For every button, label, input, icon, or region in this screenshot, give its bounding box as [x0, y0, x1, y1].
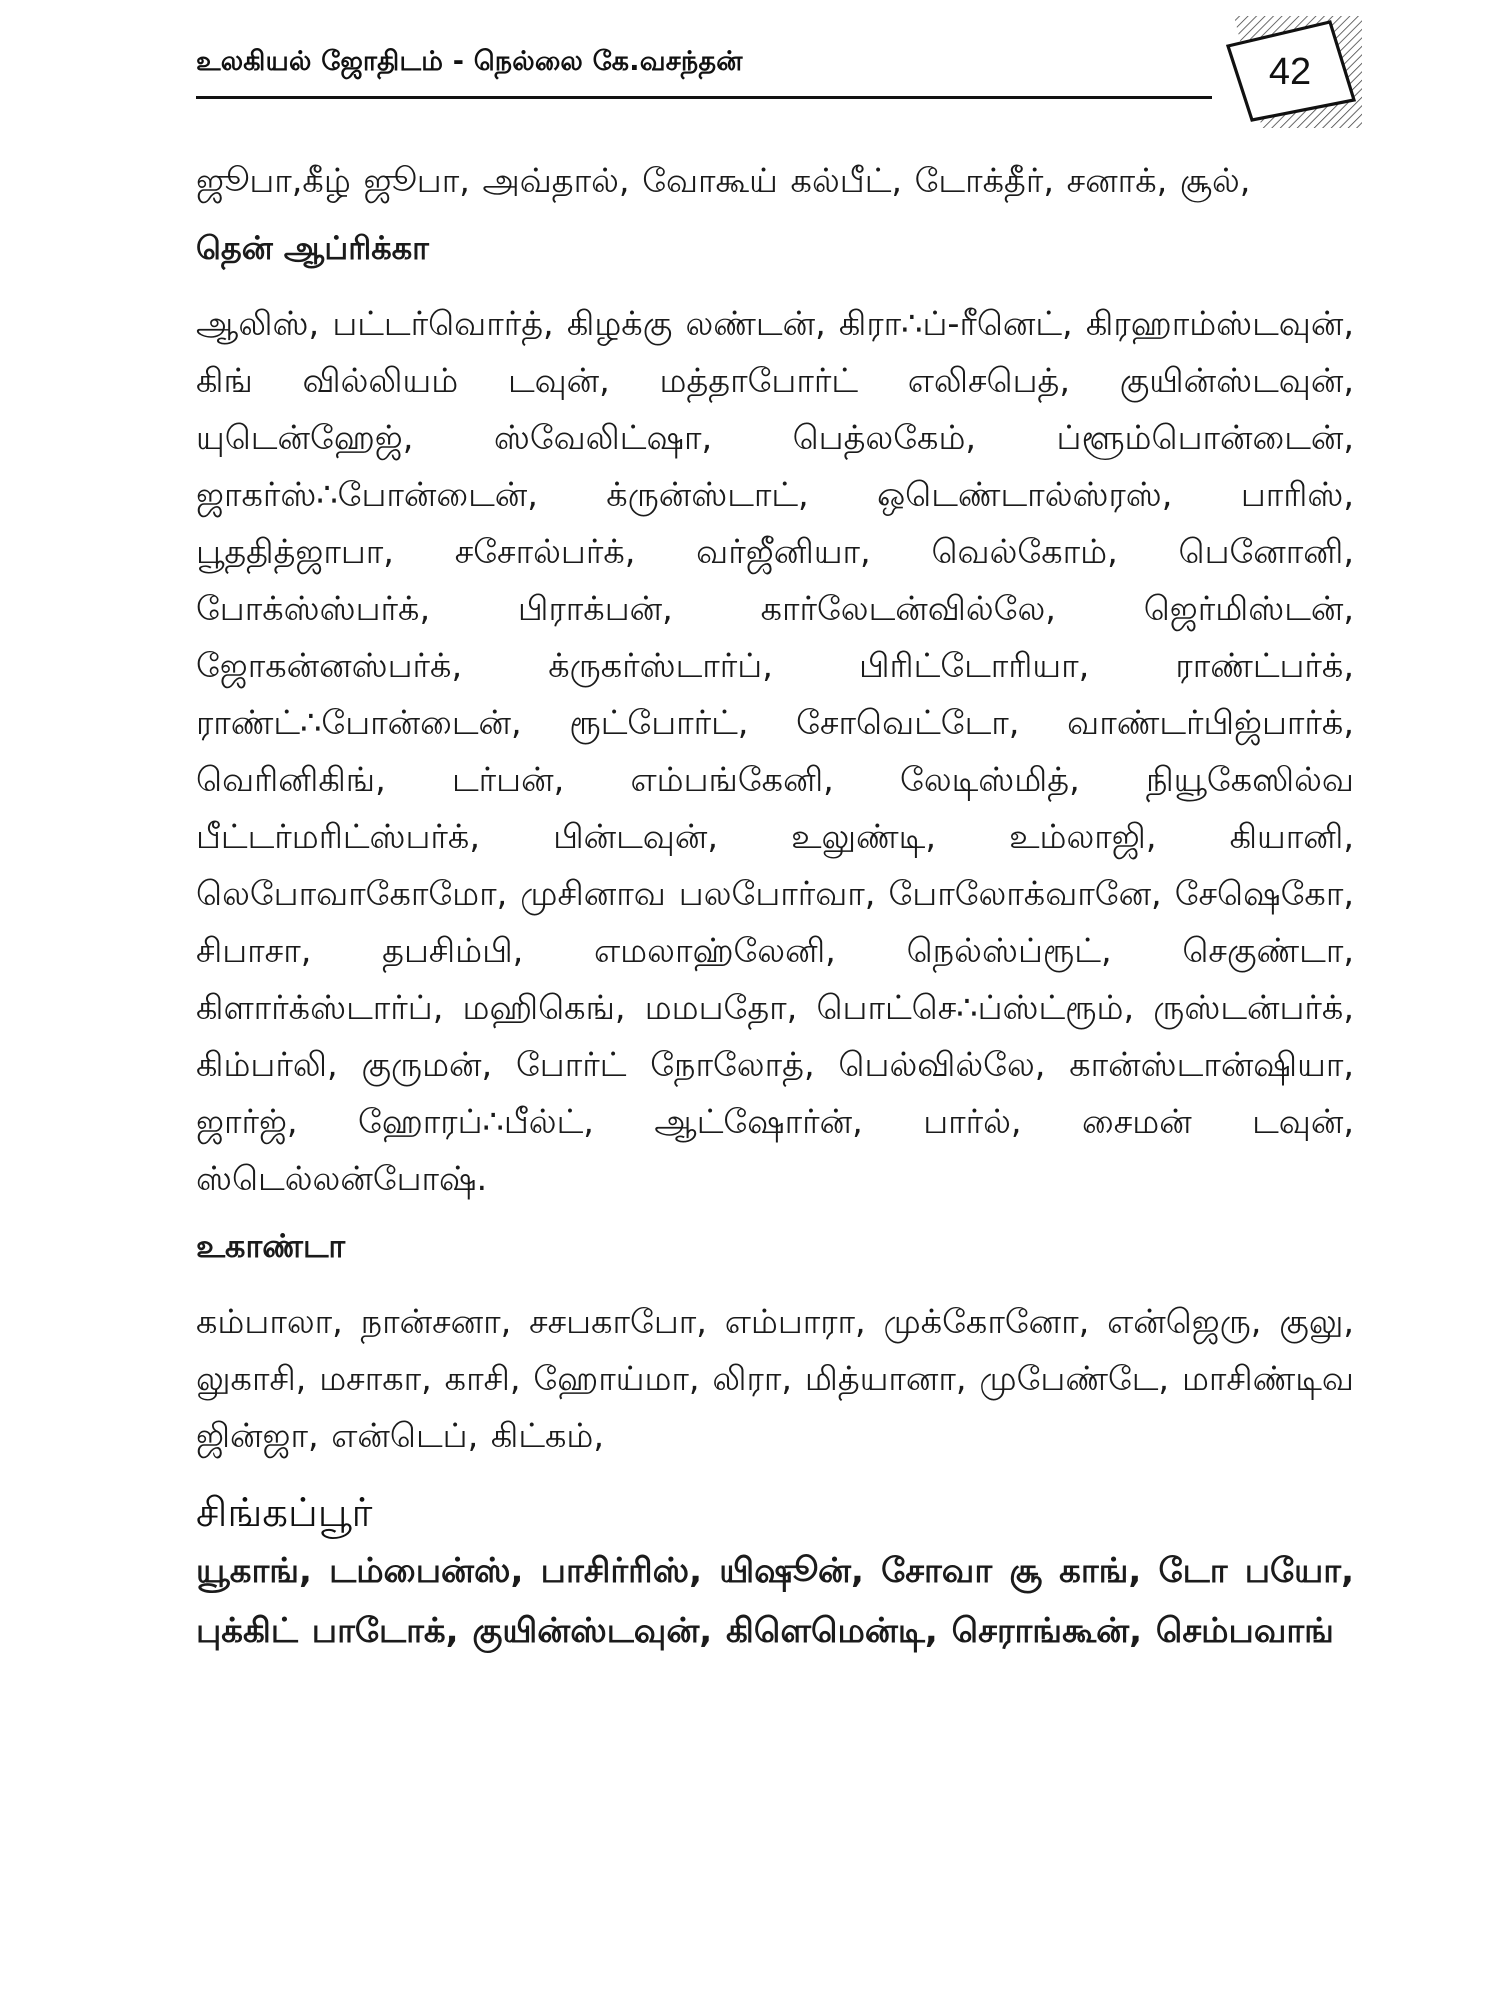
- paragraph-south-africa-cities: ஆலிஸ், பட்டர்வொர்த், கிழக்கு லண்டன், கிரா∴ப்-ரீனெட், கிரஹாம்ஸ்டவுன், கிங் வில்லியம் டவுன், மத்தாபோர்ட் எலிசபெத், குயின்ஸ்டவுன், யுடென்ஹேஜ், ஸ்வேலிட்ஷா, பெத்லகேம், ப்ளூம்பொன்டைன், ஜாகர்ஸ்∴போன்டைன், க்ருன்ஸ்டாட், ஒடெண்டால்ஸ்ரஸ், பாரிஸ், பூததித்ஜாபா, சசோல்பர்க், வர்ஜீனியா, வெல்கோம், பெனோனி, போக்ஸ்ஸ்பர்க், பிராக்பன், கார்லேடன்வில்லே, ஜெர்மிஸ்டன், ஜோகன்னஸ்பர்க், க்ருகர்ஸ்டார்ப், பிரிட்டோரியா, ராண்ட்பர்க், ராண்ட்∴போன்டைன், ரூட்போர்ட், சோவெட்டோ, வாண்டர்பிஜ்பார்க், வெரினிகிங், டர்பன், எம்பங்கேனி, லேடிஸ்மித், நியூகேஸில்வ பீட்டர்மரிட்ஸ்பர்க், பின்டவுன், உலுண்டி, உம்லாஜி, கியானி, லெபோவாகோமோ, முசினாவ பலபோர்வா, போலோக்வானே, சேஷெகோ, சிபாசா, தபசிம்பி, எமலாஹ்லேனி, நெல்ஸ்ப்ரூட், செகுண்டா, கிளார்க்ஸ்டார்ப், மஹிகெங், மமபதோ, பொட்செ∴ப்ஸ்ட்ரூம், ருஸ்டன்பர்க், கிம்பர்லி, குருமன், போர்ட் நோலோத், பெல்வில்லே, கான்ஸ்டான்ஷியா, ஜார்ஜ், ஹோரப்∴பீல்ட், ஆட்ஷோர்ன், பார்ல், சைமன் டவுன், ஸ்டெல்லன்போஷ்.: [196, 304, 1354, 1198]
- paragraph-uganda-cities: கம்பாலா, நான்சனா, சசபகாபோ, எம்பாரா, முக்கோனோ, என்ஜெரு, குலு, லுகாசி, மசாகா, காசி, ஹோய்மா, லிரா, மித்யானா, முபேண்டே, மாசிண்டிவ ஜின்ஜா, என்டெப், கிட்கம்,: [196, 1302, 1354, 1455]
- running-header-title: உலகியல் ஜோதிடம் - நெல்லை கே.வசந்தன்: [196, 46, 743, 77]
- paragraph-singapore-areas: யூகாங், டம்பைன்ஸ், பாசிர்ரிஸ், யிஷூன், சோவா சூ காங், டோ பயோ, புக்கிட் பாடோக், குயின்ஸ்டவுன், கிளெமென்டி, செராங்கூன், செம்பவாங்: [196, 1551, 1354, 1651]
- page-number: 42: [1268, 50, 1312, 93]
- heading-south-africa: தென் ஆப்ரிக்கா: [196, 229, 429, 267]
- heading-singapore: சிங்கப்பூர்: [196, 1490, 373, 1536]
- heading-uganda: உகாண்டா: [196, 1227, 346, 1265]
- page-body: [196, 152, 1354, 1661]
- header-rule: [196, 96, 1212, 99]
- paragraph-somalia-cities: ஜூபா,கீழ் ஜூபா, அவ்தால், வோகூய் கல்பீட், டோக்தீர், சனாக், சூல்,: [196, 161, 1251, 200]
